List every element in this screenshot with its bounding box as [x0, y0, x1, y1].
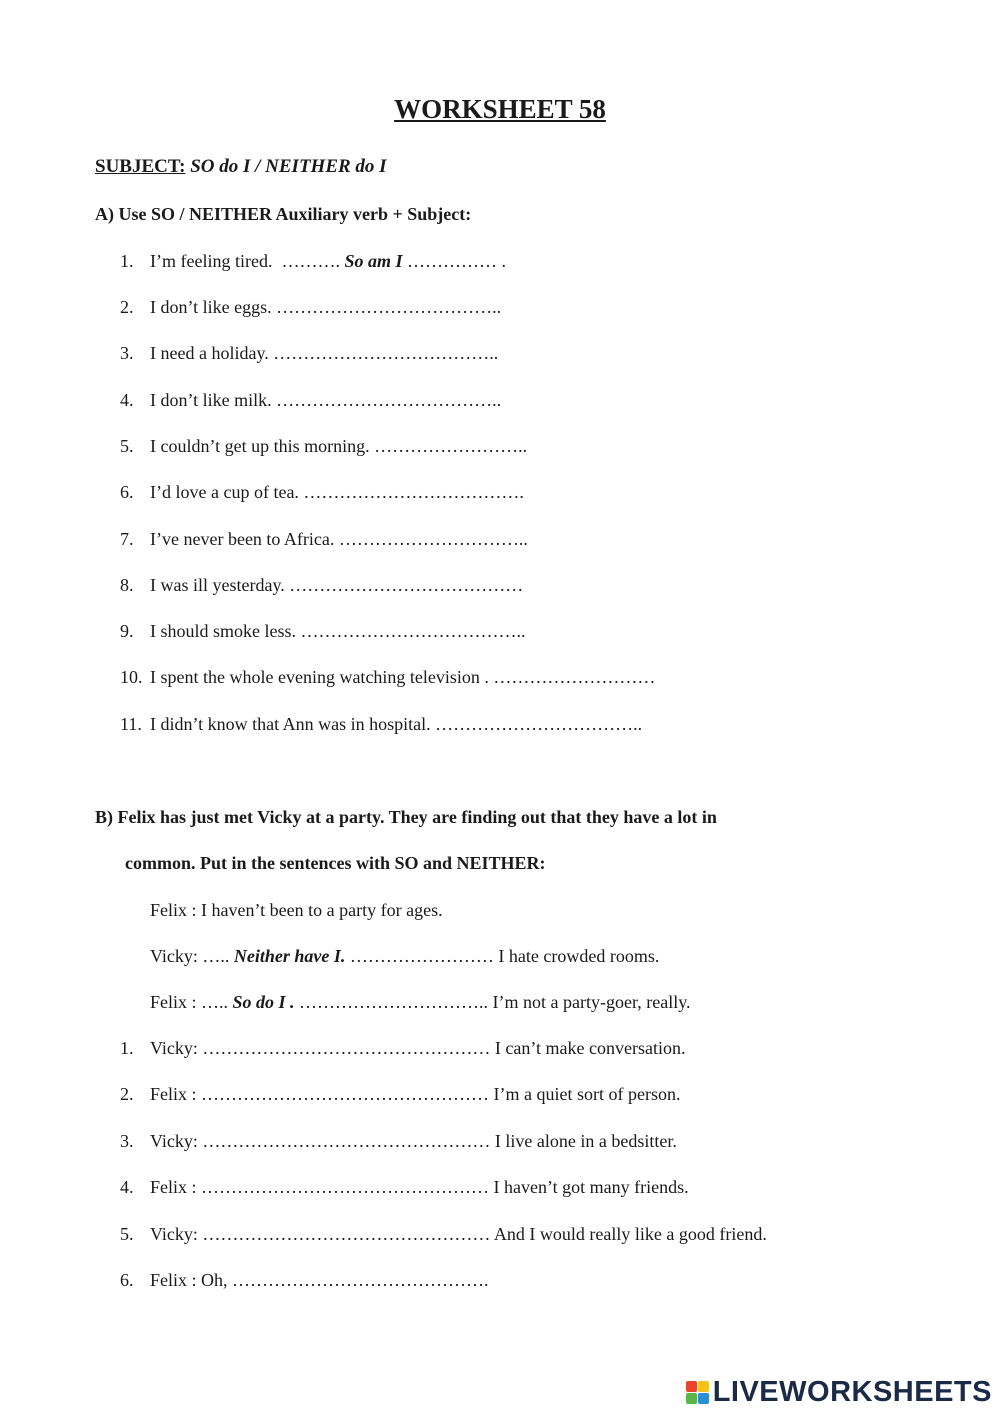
exercise-item: Vicky: ………………………………………… I live alone in a bedsitter.: [150, 1130, 677, 1151]
example-suffix: …………………… I hate crowded rooms.: [345, 946, 660, 966]
exercise-item: Vicky: ………………………………………… I can’t make conversation.: [150, 1038, 686, 1058]
item-number: 6.: [120, 1270, 134, 1290]
item-number: 5.: [120, 435, 134, 456]
liveworksheets-logo: [686, 1376, 992, 1409]
section-b-heading-line1: B) Felix has just met Vicky at a party. They are finding out that they have a lot in: [95, 807, 717, 827]
item-number: 2.: [120, 1084, 134, 1105]
exercise-item: I don’t like milk. ………………………………..: [150, 389, 502, 410]
example-suffix: ………………………….. I’m not a party-goer, really.: [294, 992, 691, 1012]
logo-mark-icon: [686, 1381, 709, 1404]
example-answer: Neither have I.: [233, 946, 346, 966]
exercise-item: I didn’t know that Ann was in hospital. ……………………………..: [150, 713, 643, 734]
logo-square-blue: [698, 1393, 709, 1404]
example-answer: So am I: [344, 251, 403, 271]
logo-text: LIVEWORKSHEETS: [712, 1376, 992, 1408]
item-number: 4.: [120, 389, 134, 410]
exercise-item: I’d love a cup of tea. ……………………………….: [150, 482, 524, 503]
exercise-item: I should smoke less. ………………………………..: [150, 621, 526, 642]
subject-label: SUBJECT:: [95, 156, 186, 177]
logo-square-green: [686, 1393, 697, 1404]
exercise-item: I was ill yesterday. …………………………………: [150, 574, 524, 595]
exercise-item: Felix : ………………………………………… I haven’t got many friends.: [150, 1177, 689, 1198]
item-number: 9.: [120, 621, 134, 642]
exercise-item: I don’t like eggs. ………………………………..: [150, 297, 502, 317]
item-number: 8.: [120, 574, 134, 595]
dialogue-example-2: [150, 946, 659, 967]
exercise-item: I couldn’t get up this morning. ……………………..: [150, 435, 528, 456]
item-number: 6.: [120, 482, 134, 503]
item-number: 4.: [120, 1177, 134, 1198]
item-number: 10.: [120, 667, 143, 688]
example-prefix: Felix : …..: [150, 992, 233, 1012]
exercise-item: I’ve never been to Africa. …………………………..: [150, 528, 528, 549]
item-number: 3.: [120, 1130, 134, 1151]
example-prompt: I’m feeling tired.: [150, 251, 273, 271]
item-number: 5.: [120, 1223, 134, 1244]
item-number: 7.: [120, 528, 134, 549]
logo-square-yellow: [698, 1381, 709, 1392]
item-number: 11.: [120, 713, 142, 734]
exercise-item: Felix : Oh, …………………………………….: [150, 1270, 489, 1290]
dialogue-example-1: Felix : I haven’t been to a party for ages.: [150, 900, 443, 920]
page-title: WORKSHEET 58: [394, 94, 606, 124]
exercise-item: I need a holiday. ………………………………..: [150, 343, 499, 364]
section-b-heading-line2: common. Put in the sentences with SO and NEITHER:: [125, 853, 546, 873]
example-dots-before: ……….: [281, 251, 345, 271]
example-dots-after: …………… .: [402, 251, 506, 271]
logo-square-red: [686, 1381, 697, 1392]
item-number: 1.: [120, 251, 134, 271]
exercise-item: I spent the whole evening watching television . ………………………: [150, 667, 656, 688]
exercise-item: Felix : ………………………………………… I’m a quiet sort of person.: [150, 1084, 681, 1105]
subject-line: [95, 156, 387, 178]
item-number: 2.: [120, 297, 134, 317]
example-prefix: Vicky: …..: [150, 946, 234, 966]
example-answer: So do I .: [232, 992, 295, 1012]
item-number: 3.: [120, 343, 134, 364]
exercise-item: Vicky: ………………………………………… And I would really like a good friend.: [150, 1223, 767, 1244]
section-a-heading: A) Use SO / NEITHER Auxiliary verb + Subject:: [95, 204, 472, 224]
dialogue-example-3: [150, 992, 691, 1013]
example-line: [150, 251, 506, 272]
subject-value: SO do I / NEITHER do I: [190, 156, 387, 177]
item-number: 1.: [120, 1038, 134, 1058]
